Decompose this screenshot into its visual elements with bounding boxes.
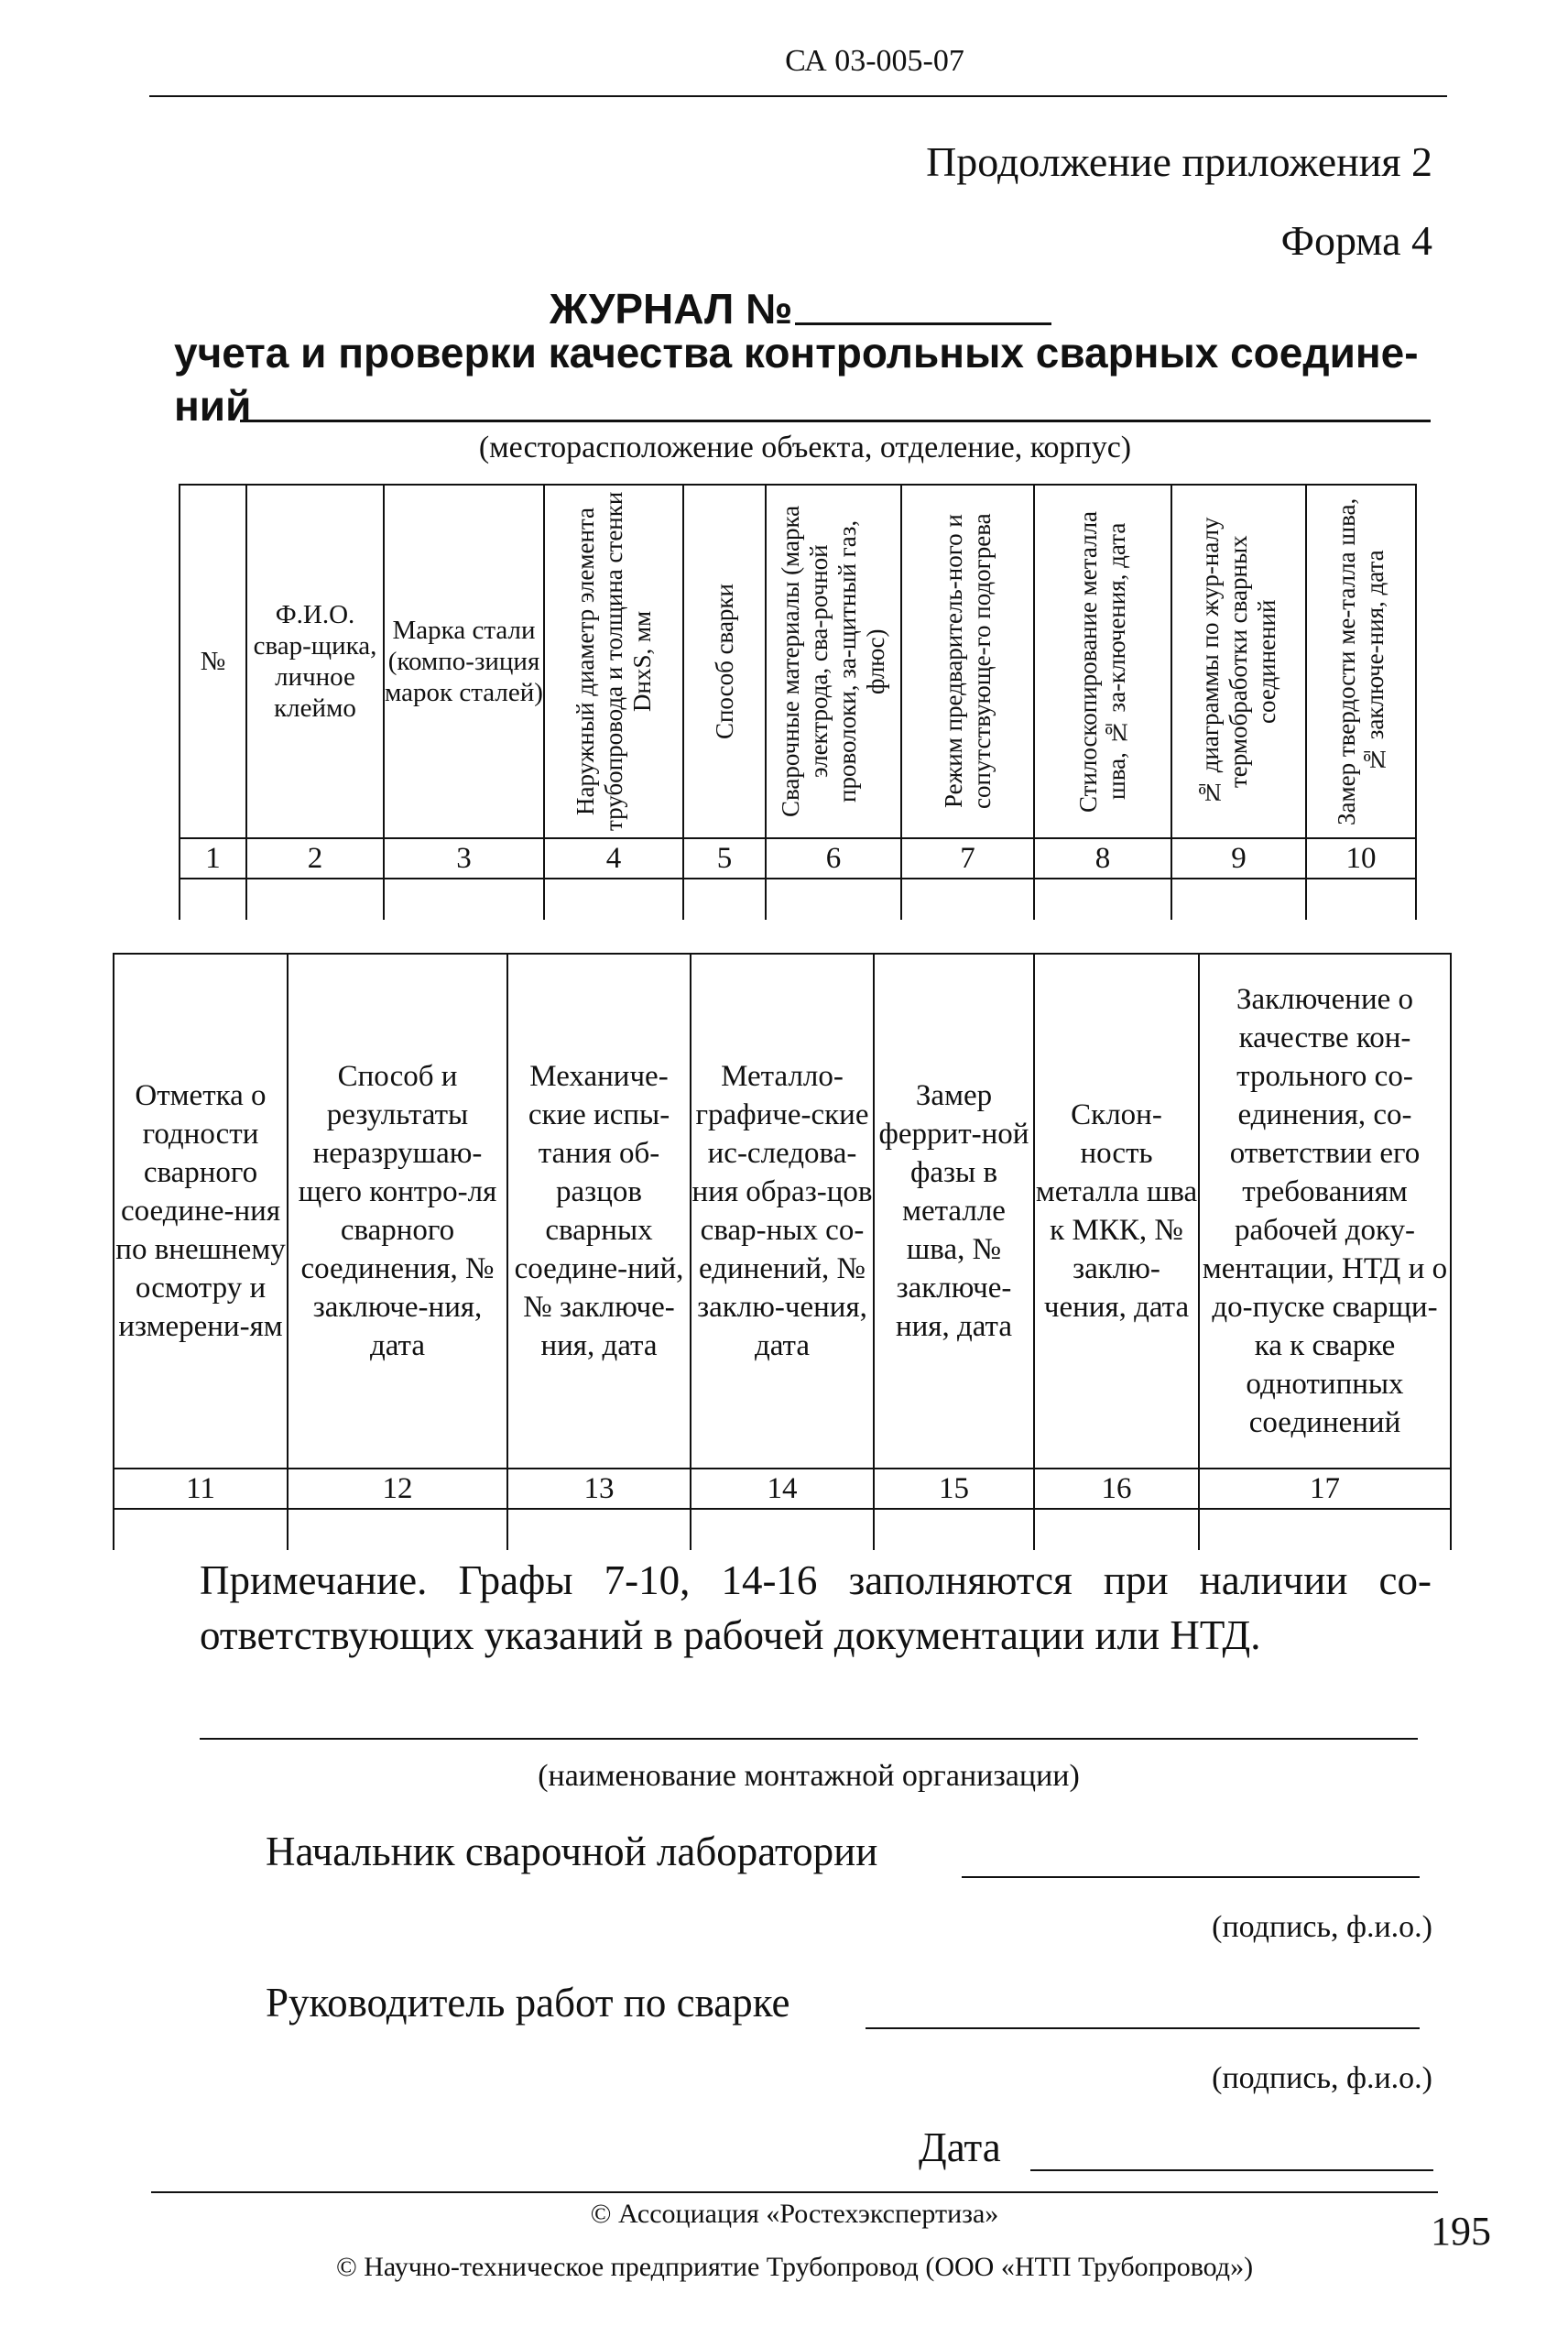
col-header-conclusion: Заключение о качестве кон-трольного со-единения, со-ответствии его требованиям рабочей доку-ментации, НТД и о до-пуске сварщи-ка к сварке однотипных соединений [1199,954,1451,1469]
col-number-4: 4 [544,838,683,879]
header-rule [149,95,1447,97]
table-cell [1034,1509,1199,1550]
col-header-heat-treatment [1171,485,1306,838]
col-number-1: 1 [180,838,246,879]
col-header-heat-treatment-text: № диаграммы по жур-налу термобработки сварных соединений [1196,517,1280,806]
table-cell [1034,879,1171,920]
col-number-3: 3 [384,838,544,879]
col-number-17: 17 [1199,1469,1451,1509]
date-blank [1030,2169,1433,2171]
col-number-12: 12 [288,1469,507,1509]
welding-supervisor-signature-blank [866,2027,1420,2029]
col-number-15: 15 [874,1469,1034,1509]
col-number-16: 16 [1034,1469,1199,1509]
welding-supervisor-signature-caption: (подпись, ф.и.о.) [1212,2061,1432,2095]
table-cell [1199,1509,1451,1550]
table-cell [384,879,544,920]
organization-blank [200,1738,1418,1740]
table-cell [901,879,1034,920]
form-number: Форма 4 [1280,217,1432,264]
table-cell [507,1509,691,1550]
location-blank [240,420,1431,422]
table-cell [180,879,246,920]
col-header-styloscopy [1034,485,1171,838]
col-number-14: 14 [691,1469,874,1509]
col-header-welding-method [683,485,766,838]
col-number-8: 8 [1034,838,1171,879]
col-header-diameter [544,485,683,838]
table-cell [246,879,384,920]
table-cell [683,879,766,920]
col-header-welding-method-text: Способ сварки [710,583,738,740]
lab-head-signature-caption: (подпись, ф.и.о.) [1212,1910,1432,1944]
col-number-7: 7 [901,838,1034,879]
document-code: СА 03-005-07 [785,44,964,78]
table-row [180,879,1416,920]
table-cell [874,1509,1034,1550]
appendix-continuation: Продолжение приложения 2 [926,138,1432,185]
col-number-10: 10 [1306,838,1416,879]
table-cell [114,1509,288,1550]
organization-caption: (наименование монтажной организации) [538,1759,1080,1793]
col-header-hardness [1306,485,1416,838]
date-label: Дата [919,2124,1001,2170]
note-text: Примечание. Графы 7-10, 14-16 заполняются при наличии со-ответствующих указаний в рабочей документации или НТД. [200,1557,1432,1658]
col-number-6: 6 [766,838,901,879]
journal-table-part-1 [179,484,1417,920]
col-number-5: 5 [683,838,766,879]
lab-head-signature-blank [962,1876,1420,1878]
table-row [114,1509,1451,1550]
table-cell [288,1509,507,1550]
copyright-enterprise: © Научно-техническое предприятие Трубопровод (ООО «НТП Трубопровод») [335,2252,1254,2282]
table-cell [1306,879,1416,920]
col-header-mkk: Склон-ность металла шва к МКК, № заклю-чения, дата [1034,954,1199,1469]
col-number-13: 13 [507,1469,691,1509]
table-cell [766,879,901,920]
col-header-ndt: Способ и результаты неразрушаю-щего контро-ля сварного соединения, № заключе-ния, дата [288,954,507,1469]
footer-rule [151,2191,1438,2193]
welding-supervisor-label: Руководитель работ по сварке [266,1980,790,2026]
col-number-9: 9 [1171,838,1306,879]
col-header-ferrite: Замер феррит-ной фазы в металле шва, № заключе-ния, дата [874,954,1034,1469]
col-number-11: 11 [114,1469,288,1509]
journal-subtitle-line1: учета и проверки качества контрольных сварных соедине- [174,329,1419,377]
col-header-welder: Ф.И.О. свар-щика, личное клеймо [246,485,384,838]
location-caption: (месторасположение объекта, отделение, корпус) [478,431,1132,464]
col-header-steel-grade: Марка стали (компо-зиция марок сталей) [384,485,544,838]
lab-head-label: Начальник сварочной лаборатории [266,1829,878,1874]
journal-table-part-2 [113,953,1452,1550]
col-header-number: № [180,485,246,838]
journal-title: ЖУРНАЛ № [550,285,793,333]
table-cell [1171,879,1306,920]
col-number-2: 2 [246,838,384,879]
col-header-mechanical-tests: Механиче-ские испы-тания об-разцов сварных соедине-ний, № заключе-ния, дата [507,954,691,1469]
col-header-materials [766,485,901,838]
journal-subtitle-line2: ний [174,382,252,430]
col-header-materials-text: Сварочные материалы (марка электрода, сва-рочной проволоки, за-щитный газ, флюс) [777,505,889,818]
col-header-hardness-text: Замер твердости ме-талла шва, № заключе-ния, дата [1333,497,1388,825]
copyright-association: © Ассоциация «Ростехэкспертиза» [590,2199,999,2229]
col-header-metallographic: Металло-графиче-ские ис-следова-ния образ-цов свар-ных со-единений, № заклю-чения, дата [691,954,874,1469]
page-number: 195 [1431,2209,1491,2254]
table-cell [544,879,683,920]
journal-number-blank [795,322,1051,325]
col-header-preheat [901,485,1034,838]
col-header-visual-inspection: Отметка о годности сварного соедине-ния по внешнему осмотру и измерени-ям [114,954,288,1469]
table-cell [691,1509,874,1550]
col-header-styloscopy-text: Стилоскопирование металла шва, № за-ключения, дата [1074,510,1130,813]
col-header-diameter-text: Наружный диаметр элемента трубопровода и толщина стенки DнxS, мм [571,491,656,832]
col-header-preheat-text: Режим предваритель-ного и сопутствующе-го подогрева [939,513,996,810]
